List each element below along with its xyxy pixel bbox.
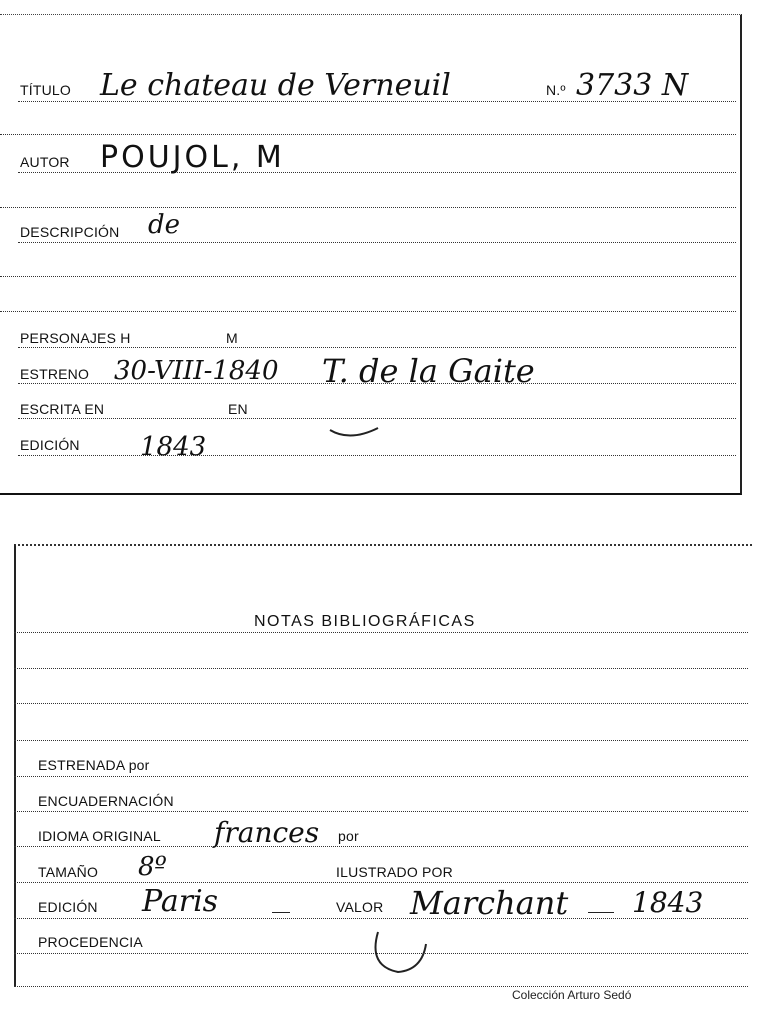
rule [0,207,736,208]
rule [14,776,748,777]
pencil-mark [320,420,390,444]
estrenada-label: ESTRENADA por [38,757,150,773]
rule [0,276,736,277]
procedencia-label: PROCEDENCIA [38,934,143,950]
rule [18,347,736,348]
estreno-label: ESTRENO [20,366,90,382]
edicion2-value: Paris [142,884,219,919]
rule [0,311,736,312]
personajes-label: PERSONAJES H [20,330,131,346]
rule [18,455,736,456]
tamano-label: TAMAÑO [38,864,99,880]
edicion-value: 1843 [140,432,207,462]
titulo-label: TÍTULO [20,82,71,98]
edicion-label: EDICIÓN [20,437,80,453]
rule [18,418,736,419]
numero-label: N.º [546,82,566,98]
rule [14,811,748,812]
descripcion-label: DESCRIPCIÓN [20,224,120,240]
autor-value: POUJOL, M [100,140,285,175]
pencil-mark [364,926,434,978]
escrita-en-label: EN [228,401,248,417]
rule [0,134,736,135]
valor-year: 1843 [632,886,704,919]
numero-value: 3733 N [576,68,689,103]
rule [14,846,748,847]
rule [18,242,736,243]
notas-heading: NOTAS BIBLIOGRÁFICAS [254,613,476,630]
dash-mark [588,912,614,913]
estreno-theatre: T. de la Gaite [322,352,535,390]
escrita-label: ESCRITA EN [20,401,105,417]
valor-label: VALOR [336,899,384,915]
ilustrado-label: ILUSTRADO POR [336,864,453,880]
idioma-por-label: por [338,828,359,844]
autor-label: AUTOR [20,154,70,170]
idioma-label: IDIOMA ORIGINAL [38,828,161,844]
titulo-value: Le chateau de Verneuil [100,68,451,103]
estreno-date: 30-VIII-1840 [114,356,279,386]
rule [14,986,748,987]
rule [14,668,748,669]
descripcion-value: de [148,210,181,240]
edicion2-label: EDICIÓN [38,899,98,915]
rule [14,632,748,633]
tamano-value: 8º [138,852,167,882]
idioma-value: frances [214,816,320,849]
valor-value: Marchant [410,884,569,922]
collection-credit: Colección Arturo Sedó [512,988,632,1002]
dash-mark [272,912,290,913]
encuadernacion-label: ENCUADERNACIÓN [38,793,174,809]
rule [14,740,748,741]
rule [14,882,748,883]
rule [14,703,748,704]
personajes-m-label: M [226,330,238,346]
